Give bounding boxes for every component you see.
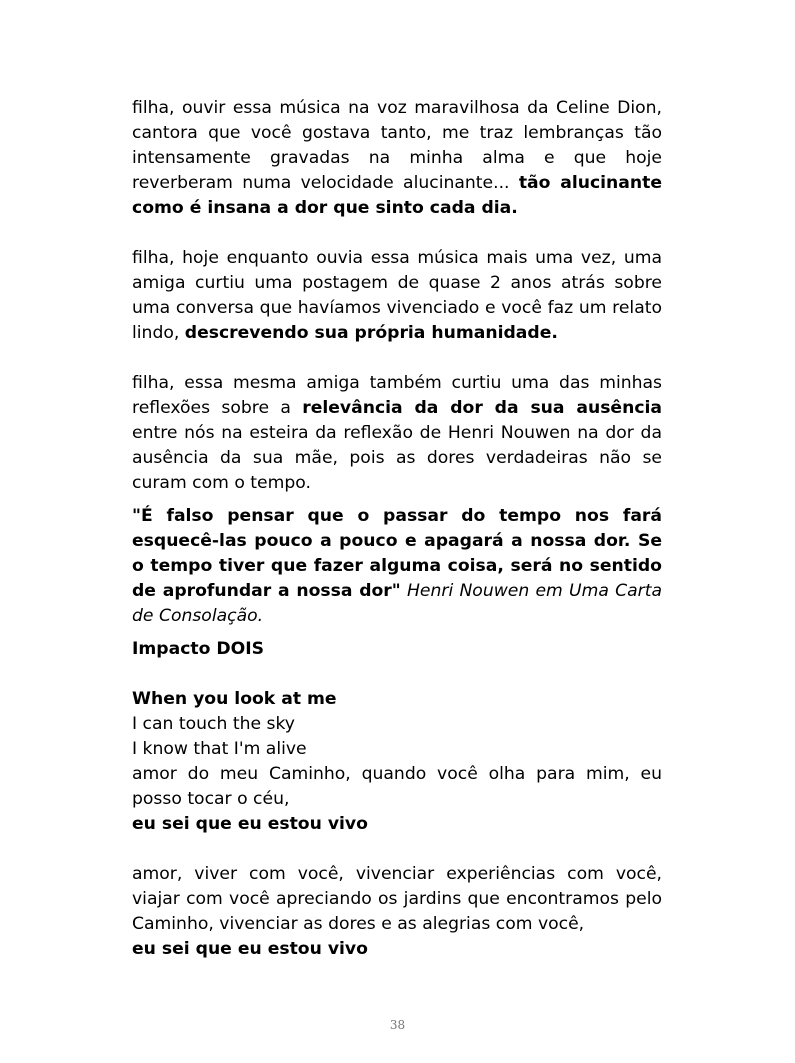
quote-text: "É falso pensar que o passar do tempo nos fará esquecê-las pouco a pouco e apagará a nossa dor. Se o tempo tiver que fazer alguma coisa, será no sentido de aprofundar a nossa dor"	[132, 506, 662, 601]
lyric-line-1: When you look at me	[132, 689, 337, 709]
paragraph-text: filha, ouvir essa música na voz maravilhosa da Celine Dion, cantora que você gostava tanto, me traz lembranças tão intensamente gravadas na minha alma e que hoje reverberam numa velocidade alucinante...	[132, 98, 662, 193]
final-text: amor, viver com você, vivenciar experiências com você, viajar com você apreciando os jardins que encontramos pelo Caminho, vivenciar as dores e as alegrias com você,	[132, 864, 662, 934]
final-refrain-text: eu sei que eu estou vivo	[132, 939, 368, 959]
paragraph-text: filha, hoje enquanto ouvia essa música mais uma vez, uma amiga curtiu uma postagem de quase 2 anos atrás sobre uma conversa que havíamos vivenciado e você faz um relato lindo,	[132, 248, 662, 343]
paragraph-nouwen-reflection	[132, 371, 662, 496]
nouwen-quote	[132, 504, 662, 629]
final-refrain	[132, 937, 662, 962]
lyric-refrain	[132, 812, 662, 837]
lyric-line-2: I can touch the sky	[132, 714, 295, 734]
lyric-line-3: I know that I'm alive	[132, 739, 307, 759]
paragraph-text-after: entre nós na esteira da reflexão de Henri Nouwen na dor da ausência da sua mãe, pois as dores verdadeiras não se curam com o tempo.	[132, 423, 662, 493]
final-paragraph	[132, 862, 662, 962]
paragraph-friend-post	[132, 246, 662, 346]
lyric-translation	[132, 762, 662, 812]
lyric-line	[132, 737, 662, 762]
refrain-text: eu sei que eu estou vivo	[132, 814, 368, 834]
lyric-line	[132, 687, 662, 712]
translation-text: amor do meu Caminho, quando você olha para mim, eu posso tocar o céu,	[132, 764, 662, 809]
document-body	[132, 96, 662, 962]
lyric-line	[132, 712, 662, 737]
final-paragraph-text	[132, 862, 662, 937]
heading-text: Impacto DOIS	[132, 639, 265, 659]
page-number: 38	[389, 1018, 406, 1032]
paragraph-text: filha, essa mesma amiga também curtiu uma das minhas reflexões sobre a	[132, 373, 662, 418]
paragraph-celine-dion	[132, 96, 662, 221]
section-heading	[132, 637, 662, 662]
quote-attribution: Henri Nouwen em Uma Carta de Consolação.	[132, 581, 662, 626]
lyrics-block	[132, 687, 662, 837]
paragraph-bold-text: tão alucinante como é insana a dor que sinto cada dia.	[132, 173, 663, 218]
paragraph-bold-text: descrevendo sua própria humanidade.	[184, 323, 558, 343]
paragraph-bold-text: relevância da dor da sua ausência	[302, 398, 662, 418]
